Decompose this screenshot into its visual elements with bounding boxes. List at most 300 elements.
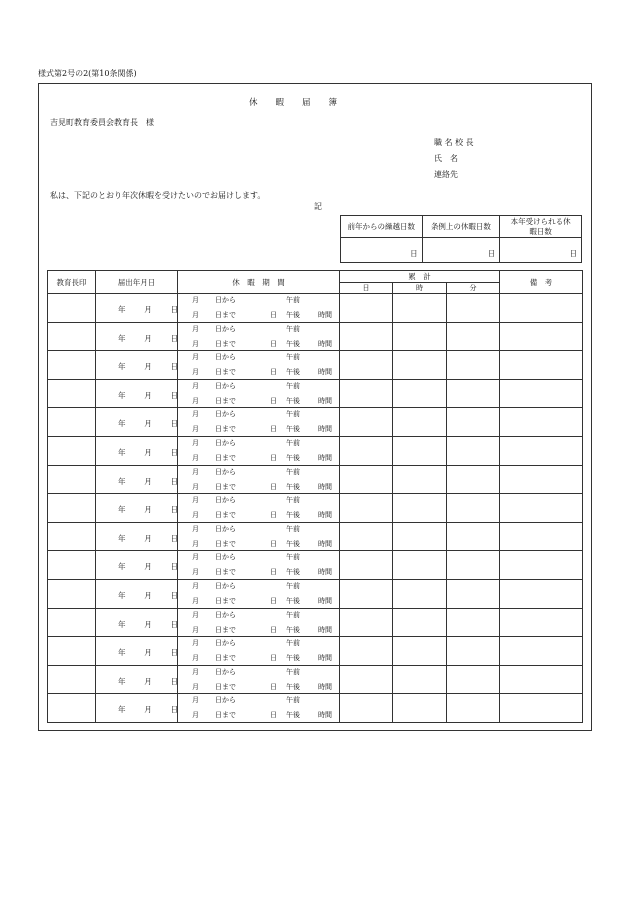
cum-hour-cell[interactable] [393,408,447,437]
pm-label: 午後 [286,511,300,520]
month-label: 月 [144,676,152,686]
year-label: 年 [118,419,126,429]
hours-label: 時間 [318,539,332,548]
day-unit: 日 [569,249,577,258]
cum-day-cell[interactable] [340,522,393,551]
cum-day-cell[interactable] [340,436,393,465]
to-text: 日まで [215,654,236,663]
leave-period-cell[interactable] [178,351,340,380]
cum-hour-cell[interactable] [393,579,447,608]
pm-label: 午後 [286,425,300,434]
submitted-date-cell[interactable] [96,494,178,523]
day-unit: 日 [487,249,496,258]
from-text: 日から [215,296,236,304]
from-month-label: 月 [192,553,199,562]
table-row [48,579,583,608]
year-label: 年 [118,562,126,572]
from-text: 日から [215,324,236,333]
submitted-date-cell[interactable] [96,608,178,637]
cum-min-cell[interactable] [447,322,500,351]
to-month-label: 月 [192,596,199,605]
day-label: 日 [170,505,178,515]
from-text: 日から [215,353,236,362]
to-text: 日まで [215,453,236,462]
hours-label: 時間 [318,682,332,691]
month-label: 月 [144,390,152,400]
from-text: 日から [215,381,236,390]
submitted-date-cell[interactable] [96,665,178,694]
hours-label: 時間 [318,482,332,491]
leave-period-cell[interactable] [178,436,340,465]
table-row [48,294,583,323]
hours-label: 時間 [318,368,332,377]
cum-day-cell[interactable] [340,294,393,323]
leave-table [47,270,583,723]
cum-day-cell[interactable] [340,465,393,494]
am-label: 午前 [286,581,300,590]
ymd-labels [118,561,178,572]
from-month-label: 月 [192,438,199,447]
day-label: 日 [170,362,178,372]
cum-day-cell[interactable] [340,608,393,637]
carryover-value[interactable] [341,238,423,263]
from-month-label: 月 [192,639,199,648]
remarks-cell[interactable] [500,322,583,351]
pm-label: 午後 [286,711,300,720]
to-day-label: 日 [270,682,277,691]
leave-period-cell[interactable] [178,379,340,408]
month-label: 月 [144,619,152,629]
cum-min-cell[interactable] [447,494,500,523]
year-label: 年 [118,590,126,600]
day-label: 日 [170,476,178,486]
period-header: 休 暇 期 間 [178,271,340,294]
remarks-cell[interactable] [500,351,583,380]
ymd-labels [118,390,178,401]
day-label: 日 [170,676,178,686]
year-label: 年 [118,533,126,543]
table-row [48,351,583,380]
intro-text: 私は、下記のとおり年次休暇を受けたいのでお届けします。 [50,191,266,200]
cum-day-cell[interactable] [340,665,393,694]
to-day-label: 日 [270,539,277,548]
remarks-cell[interactable] [500,379,583,408]
cum-min-cell[interactable] [447,608,500,637]
remarks-cell[interactable] [500,665,583,694]
leave-period-cell[interactable] [178,608,340,637]
remarks-cell[interactable] [500,436,583,465]
leave-period-cell[interactable] [178,665,340,694]
to-text: 日まで [215,539,236,548]
from-text: 日から [215,438,236,447]
cum-hour-cell[interactable] [393,694,447,723]
approver-seal-cell[interactable] [48,436,96,465]
month-label: 月 [144,419,152,429]
leave-period-cell[interactable] [178,637,340,666]
cum-min-cell[interactable] [447,408,500,437]
remarks-cell[interactable] [500,694,583,723]
remarks-cell[interactable] [500,465,583,494]
month-label: 月 [144,447,152,457]
am-label: 午前 [286,667,300,676]
cum-day-cell[interactable] [340,351,393,380]
leave-period-cell[interactable] [178,551,340,580]
to-text: 日まで [215,482,236,491]
to-month-label: 月 [192,568,199,577]
from-month-label: 月 [192,324,199,333]
to-day-label: 日 [270,425,277,434]
day-label: 日 [170,590,178,600]
cum-hour-cell[interactable] [393,551,447,580]
approver-seal-cell[interactable] [48,379,96,408]
to-day-label: 日 [270,654,277,663]
from-month-label: 月 [192,581,199,590]
ymd-labels [118,647,178,658]
pm-label: 午後 [286,453,300,462]
submitted-date-cell[interactable] [96,294,178,323]
cum-hour-cell[interactable] [393,608,447,637]
month-label: 月 [144,562,152,572]
cum-hour-cell[interactable] [393,465,447,494]
from-month-label: 月 [192,410,199,419]
remarks-cell[interactable] [500,637,583,666]
to-month-label: 月 [192,711,199,720]
am-label: 午前 [286,467,300,476]
from-month-label: 月 [192,496,199,505]
cum-hour-cell[interactable] [393,637,447,666]
cum-day-cell[interactable] [340,637,393,666]
remarks-cell[interactable] [500,551,583,580]
to-text: 日まで [215,311,236,319]
cum-day-cell[interactable] [340,579,393,608]
submitted-date-cell[interactable] [96,579,178,608]
day-label: 日 [170,533,178,543]
to-month-label: 月 [192,482,199,491]
hours-label: 時間 [318,311,332,319]
ymd-labels [118,476,178,487]
year-label: 年 [118,305,126,314]
available-header: 本年受けられる休暇日数 [500,216,582,238]
submitted-date-cell[interactable] [96,379,178,408]
leave-period-cell[interactable] [178,694,340,723]
to-month-label: 月 [192,539,199,548]
remarks-cell[interactable] [500,579,583,608]
to-month-label: 月 [192,453,199,462]
from-text: 日から [215,667,236,676]
ymd-labels [118,447,178,458]
table-row [48,436,583,465]
cum-day-cell[interactable] [340,494,393,523]
cumulative-header: 累 計 [340,271,500,283]
am-label: 午前 [286,353,300,362]
to-month-label: 月 [192,511,199,520]
cum-min-cell[interactable] [447,351,500,380]
cum-day-cell[interactable] [340,322,393,351]
from-month-label: 月 [192,296,199,304]
cum-hour-cell[interactable] [393,322,447,351]
table-row [48,551,583,580]
submitted-date-cell[interactable] [96,351,178,380]
hours-label: 時間 [318,511,332,520]
year-label: 年 [118,648,126,658]
from-month-label: 月 [192,524,199,533]
from-text: 日から [215,496,236,505]
leave-period-cell[interactable] [178,408,340,437]
table-row [48,608,583,637]
submitted-date-cell[interactable] [96,694,178,723]
hours-label: 時間 [318,596,332,605]
to-text: 日まで [215,368,236,377]
am-label: 午前 [286,696,300,705]
table-row [48,494,583,523]
day-label: 日 [170,705,178,715]
month-label: 月 [144,705,152,715]
year-label: 年 [118,676,126,686]
submitted-date-cell[interactable] [96,436,178,465]
cum-hour-cell[interactable] [393,379,447,408]
approver-seal-cell[interactable] [48,465,96,494]
to-text: 日まで [215,396,236,405]
from-text: 日から [215,639,236,648]
cum-min-cell[interactable] [447,379,500,408]
hours-label: 時間 [318,453,332,462]
to-text: 日まで [215,568,236,577]
table-row [48,665,583,694]
to-month-label: 月 [192,682,199,691]
ymd-labels [118,619,178,630]
to-day-label: 日 [270,482,277,491]
cum-min-cell[interactable] [447,294,500,323]
carryover-header: 前年からの繰越日数 [341,216,423,238]
submitted-date-cell[interactable] [96,551,178,580]
remarks-cell[interactable] [500,608,583,637]
ymd-labels [118,418,178,429]
pm-label: 午後 [286,396,300,405]
ki-label: 記 [314,202,322,211]
pm-label: 午後 [286,539,300,548]
submitted-date-cell[interactable] [96,522,178,551]
month-label: 月 [144,648,152,658]
to-text: 日まで [215,425,236,434]
pm-label: 午後 [286,368,300,377]
cum-min-cell[interactable] [447,436,500,465]
am-label: 午前 [286,438,300,447]
day-label: 日 [170,390,178,400]
pm-label: 午後 [286,654,300,663]
approver-seal-cell[interactable] [48,608,96,637]
from-text: 日から [215,410,236,419]
month-label: 月 [144,333,152,343]
leave-period-cell[interactable] [178,579,340,608]
cum-min-cell[interactable] [447,465,500,494]
summary-table [340,215,582,263]
ymd-labels [118,676,178,687]
cum-hour-cell[interactable] [393,665,447,694]
to-day-label: 日 [270,368,277,377]
submitted-date-cell[interactable] [96,322,178,351]
leave-period-cell[interactable] [178,294,340,323]
am-label: 午前 [286,381,300,390]
ymd-labels [118,361,178,372]
ymd-labels [118,304,178,315]
table-row [48,379,583,408]
pm-label: 午後 [286,482,300,491]
cum-hour-cell[interactable] [393,294,447,323]
pm-label: 午後 [286,682,300,691]
am-label: 午前 [286,553,300,562]
to-day-label: 日 [270,711,277,720]
year-label: 年 [118,333,126,343]
remarks-cell[interactable] [500,408,583,437]
month-label: 月 [144,505,152,515]
day-label: 日 [170,419,178,429]
cum-day-cell[interactable] [340,551,393,580]
hours-label: 時間 [318,425,332,434]
table-row [48,522,583,551]
pm-label: 午後 [286,339,300,348]
leave-period-cell[interactable] [178,494,340,523]
statutory-value[interactable] [422,238,500,263]
am-label: 午前 [286,524,300,533]
leave-period-cell[interactable] [178,465,340,494]
to-day-label: 日 [270,339,277,348]
remarks-cell[interactable] [500,294,583,323]
month-label: 月 [144,533,152,543]
approver-seal-cell[interactable] [48,494,96,523]
cum-min-header: 分 [447,283,500,294]
page-title: 休暇届簿 [249,98,356,108]
to-day-label: 日 [270,311,277,319]
am-label: 午前 [286,296,300,304]
to-text: 日まで [215,596,236,605]
month-label: 月 [144,305,152,314]
position-label: 職 名 校 長 [434,138,474,147]
year-label: 年 [118,705,126,715]
to-month-label: 月 [192,396,199,405]
to-text: 日まで [215,511,236,520]
table-row [48,637,583,666]
hours-label: 時間 [318,711,332,720]
remarks-header: 備 考 [500,271,583,294]
year-label: 年 [118,505,126,515]
month-label: 月 [144,476,152,486]
to-day-label: 日 [270,511,277,520]
remarks-cell[interactable] [500,522,583,551]
to-month-label: 月 [192,368,199,377]
approver-seal-cell[interactable] [48,408,96,437]
day-label: 日 [170,619,178,629]
day-label: 日 [170,648,178,658]
to-month-label: 月 [192,311,199,319]
from-text: 日から [215,581,236,590]
to-day-label: 日 [270,625,277,634]
table-row [48,694,583,723]
cum-day-cell[interactable] [340,408,393,437]
hours-label: 時間 [318,396,332,405]
cum-hour-cell[interactable] [393,351,447,380]
approver-seal-cell[interactable] [48,637,96,666]
available-value[interactable] [500,238,582,263]
ymd-labels [118,704,178,715]
approver-seal-cell[interactable] [48,694,96,723]
cum-hour-cell[interactable] [393,436,447,465]
month-label: 月 [144,590,152,600]
from-month-label: 月 [192,353,199,362]
cum-day-cell[interactable] [340,379,393,408]
approver-seal-cell[interactable] [48,551,96,580]
am-label: 午前 [286,410,300,419]
approver-seal-cell[interactable] [48,522,96,551]
form-number: 様式第2号の2(第10条関係) [38,69,137,78]
cum-min-cell[interactable] [447,694,500,723]
to-text: 日まで [215,339,236,348]
year-label: 年 [118,390,126,400]
day-label: 日 [170,447,178,457]
cum-min-cell[interactable] [447,579,500,608]
approver-seal-cell[interactable] [48,322,96,351]
ymd-labels [118,333,178,344]
addressee: 吉見町教育委員会教育長 様 [50,118,154,127]
day-unit: 日 [410,249,418,258]
to-month-label: 月 [192,339,199,348]
to-text: 日まで [215,625,236,634]
day-label: 日 [170,562,178,572]
submitted-date-cell[interactable] [96,465,178,494]
year-label: 年 [118,476,126,486]
remarks-cell[interactable] [500,494,583,523]
year-label: 年 [118,447,126,457]
submitted-date-cell[interactable] [96,408,178,437]
to-text: 日まで [215,682,236,691]
ymd-labels [118,504,178,515]
ymd-labels [118,590,178,601]
hours-label: 時間 [318,339,332,348]
year-label: 年 [118,619,126,629]
pm-label: 午後 [286,568,300,577]
cum-day-header: 日 [340,283,393,294]
cum-min-cell[interactable] [447,522,500,551]
pm-label: 午後 [286,311,300,319]
leave-period-cell[interactable] [178,522,340,551]
pm-label: 午後 [286,596,300,605]
from-month-label: 月 [192,467,199,476]
am-label: 午前 [286,639,300,648]
day-label: 日 [170,333,178,343]
to-month-label: 月 [192,425,199,434]
from-text: 日から [215,467,236,476]
approver-seal-cell[interactable] [48,665,96,694]
approver-seal-cell[interactable] [48,351,96,380]
am-label: 午前 [286,324,300,333]
day-label: 日 [170,305,178,314]
table-row [48,322,583,351]
approver-header: 教育長印 [48,271,96,294]
approver-seal-cell[interactable] [48,294,96,323]
submitted-date-cell[interactable] [96,637,178,666]
cum-hour-cell[interactable] [393,522,447,551]
cum-min-cell[interactable] [447,637,500,666]
hours-label: 時間 [318,625,332,634]
to-day-label: 日 [270,596,277,605]
cum-min-cell[interactable] [447,665,500,694]
cum-min-cell[interactable] [447,551,500,580]
from-month-label: 月 [192,667,199,676]
leave-period-cell[interactable] [178,322,340,351]
cum-day-cell[interactable] [340,694,393,723]
year-label: 年 [118,362,126,372]
approver-seal-cell[interactable] [48,579,96,608]
cum-hour-cell[interactable] [393,494,447,523]
